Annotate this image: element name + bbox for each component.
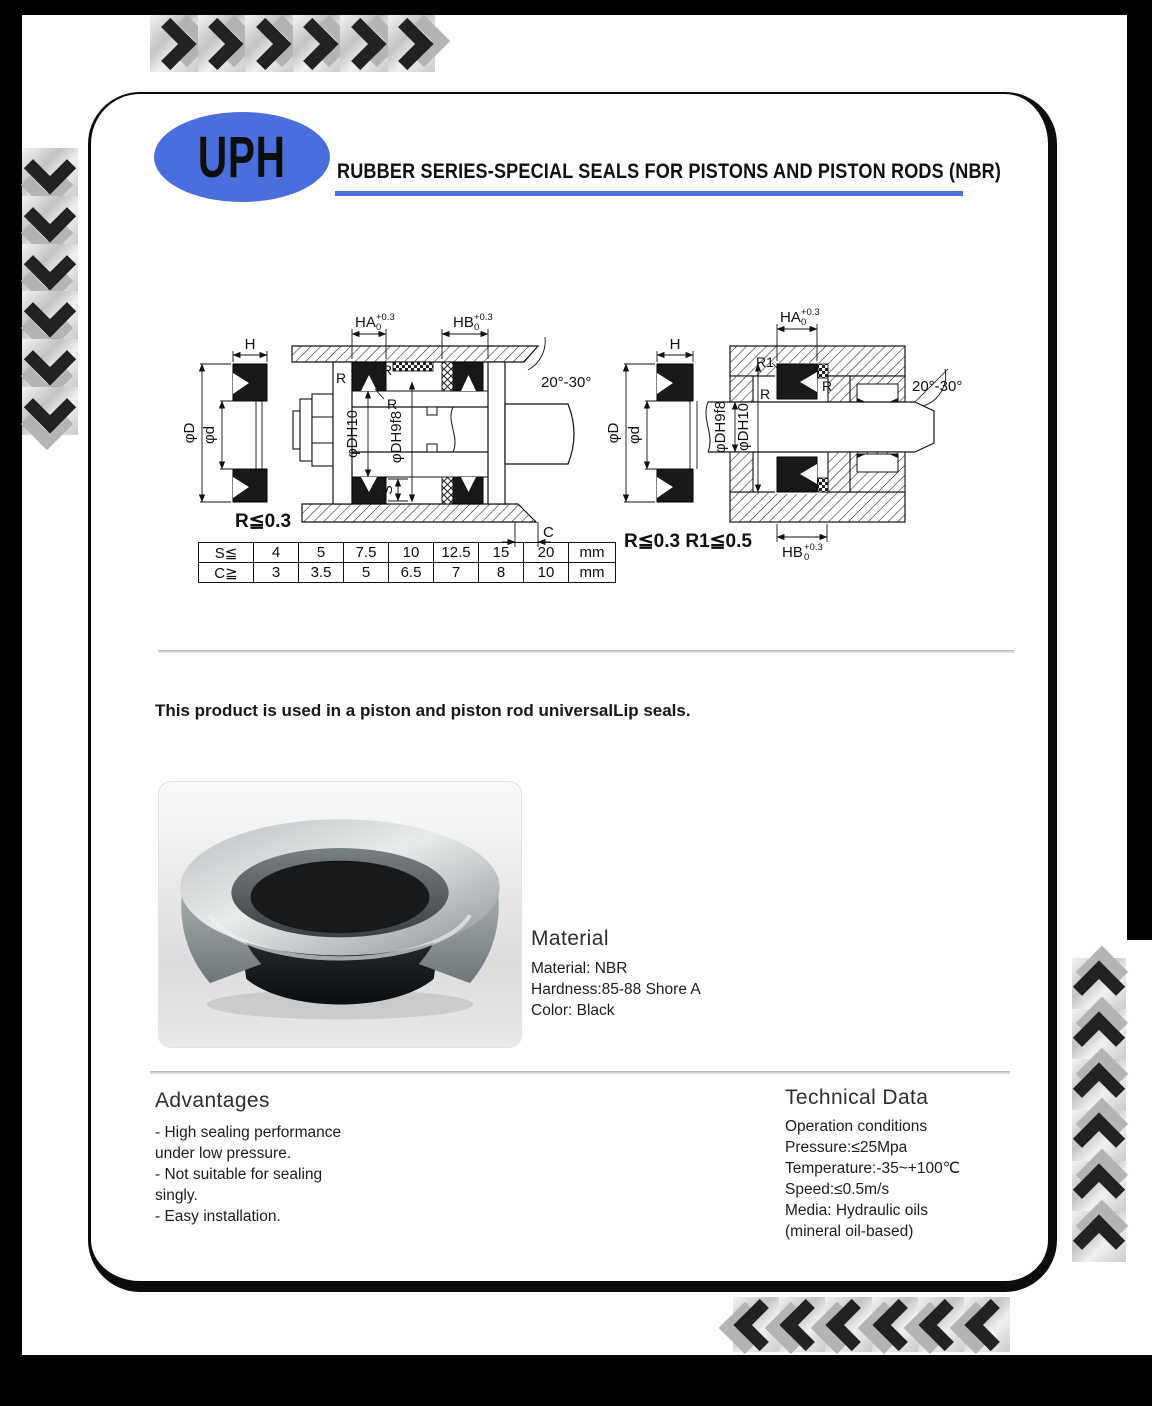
chevron-down-icon (22, 148, 78, 196)
cell: 10 (389, 543, 434, 563)
chevron-up-icon (1072, 1211, 1126, 1262)
advantage-line: under low pressure. (155, 1145, 292, 1162)
dim-hb-tol-zero: 0 (804, 552, 810, 563)
cell: 3 (254, 563, 299, 583)
cell: 6.5 (389, 563, 434, 583)
dim-s: S (379, 485, 395, 495)
dim-ha-tol-plus: +0.3 (801, 307, 820, 318)
label-r-max: R≦0.3 (234, 511, 292, 532)
dim-h: H (669, 336, 681, 353)
material-line: Hardness:85-88 Shore A (531, 981, 701, 998)
row-label: S≦ (199, 543, 254, 563)
dim-hb-tol-plus: +0.3 (804, 542, 823, 553)
chevron-left-icon (964, 1297, 1010, 1352)
label-r: R (760, 386, 771, 402)
fig2-rod-assembly (706, 307, 962, 563)
content-page (88, 92, 1057, 1292)
dim-phid: φd (626, 425, 643, 445)
cell: 10 (524, 563, 569, 583)
advantage-line: - Easy installation. (155, 1208, 281, 1225)
technical-line: Speed:≤0.5m/s (785, 1181, 890, 1198)
chevron-strip-left (22, 148, 78, 435)
material-heading: Material (531, 927, 609, 950)
dim-ha: HA (355, 314, 376, 331)
chevron-down-icon (22, 387, 78, 435)
unit-cell: mm (569, 543, 616, 563)
dim-h: H (244, 336, 256, 353)
dim-phiD: φD (181, 422, 198, 444)
table-row (199, 543, 616, 563)
label-r: R (387, 396, 398, 412)
technical-line: (mineral oil-based) (785, 1223, 914, 1240)
frame-right (1127, 15, 1152, 940)
cell: 7 (434, 563, 479, 583)
dim-dh10: φDH10 (735, 402, 752, 452)
technical-heading: Technical Data (785, 1086, 929, 1109)
cell: 7.5 (344, 543, 389, 563)
label-angle: 20°-30° (912, 378, 963, 395)
cell: 12.5 (434, 543, 479, 563)
frame-left (0, 0, 22, 1406)
frame-top (0, 0, 1152, 15)
frame-bottom (0, 1355, 1152, 1406)
chevron-strip-bottom (733, 1297, 1010, 1352)
label-r: R (382, 362, 393, 378)
material-section (531, 927, 811, 1021)
chevron-right-icon (388, 15, 436, 72)
cell: 3.5 (299, 563, 344, 583)
dim-ha-tol-plus: +0.3 (376, 312, 395, 323)
dim-ha-tol-zero: 0 (801, 317, 807, 328)
dim-ha: HA (780, 309, 801, 326)
chevron-strip-right (1072, 958, 1126, 1262)
dim-phiD: φD (605, 422, 622, 444)
label-r1: R1 (756, 354, 774, 370)
divider (150, 1071, 1010, 1074)
row-label: C≧ (199, 563, 254, 583)
advantages-section (155, 1089, 485, 1227)
product-image (158, 781, 522, 1048)
cell: 5 (299, 543, 344, 563)
technical-line: Operation conditions (785, 1118, 928, 1135)
chevron-down-icon (22, 291, 78, 339)
divider (158, 650, 1014, 653)
dim-dh9f8: φDH9f8 (712, 400, 729, 454)
fig1-piston-assembly (292, 312, 591, 547)
cell: 15 (479, 543, 524, 563)
table-row (199, 563, 616, 583)
chevron-down-icon (22, 339, 78, 387)
dim-hb: HB (453, 314, 474, 331)
dim-hb: HB (782, 544, 803, 561)
technical-data-section (785, 1086, 1025, 1242)
advantages-heading: Advantages (155, 1089, 270, 1112)
label-r: R (336, 370, 347, 386)
dim-phid: φd (201, 425, 218, 445)
dim-hb-tol-zero: 0 (474, 322, 480, 333)
chevron-down-icon (22, 196, 78, 244)
cell: 5 (344, 563, 389, 583)
dim-dh10: φDH10 (344, 409, 361, 459)
seal-3d-render (159, 782, 521, 1047)
dim-hb-tol-plus: +0.3 (474, 312, 493, 323)
page-title: RUBBER SERIES-SPECIAL SEALS FOR PISTONS AND PISTON RODS (NBR) (337, 160, 1002, 183)
cell: 4 (254, 543, 299, 563)
material-line: Color: Black (531, 1002, 615, 1019)
fig1-seal-profile (181, 336, 291, 532)
technical-line: Media: Hydraulic oils (785, 1202, 928, 1219)
intro-text: This product is used in a piston and piston rod universalLip seals. (155, 701, 691, 720)
chevron-strip-top (150, 15, 435, 72)
logo-text: UPH (198, 124, 286, 190)
size-table (198, 542, 616, 583)
advantage-line: - High sealing performance (155, 1124, 342, 1141)
technical-line: Pressure:≤25Mpa (785, 1139, 908, 1156)
dim-dh9f8: φDH9f8 (388, 410, 405, 464)
label-r-r1-max: R≦0.3 R1≦0.5 (624, 531, 752, 552)
label-r: R (822, 378, 833, 394)
label-angle: 20°-30° (541, 374, 592, 391)
unit-cell: mm (569, 563, 616, 583)
technical-line: Temperature:-35~+100℃ (785, 1160, 961, 1177)
title-underline (335, 191, 963, 196)
material-line: Material: NBR (531, 960, 628, 977)
dim-c: C (543, 524, 554, 541)
cell: 20 (524, 543, 569, 563)
advantage-line: singly. (155, 1187, 198, 1204)
cell: 8 (479, 563, 524, 583)
advantage-line: - Not suitable for sealing (155, 1166, 323, 1183)
dim-ha-tol-zero: 0 (376, 322, 382, 333)
brand-logo (154, 112, 330, 202)
